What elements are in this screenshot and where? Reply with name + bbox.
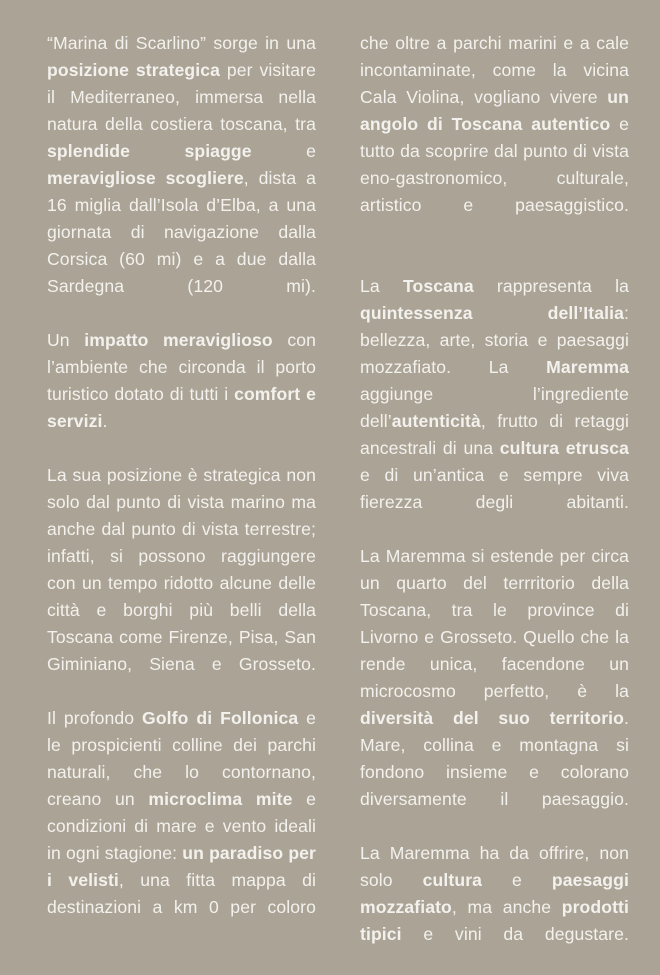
body-text: rappresenta la <box>473 276 629 296</box>
body-text: con l’ambiente che circonda il porto turistico dotato di tutti i <box>47 330 317 404</box>
emphasis-text: cultura etrusca <box>499 438 630 458</box>
emphasis-text: paesaggi mozzafiato <box>360 870 629 917</box>
body-text: aggiunge l’ingrediente dell’ <box>360 384 629 431</box>
emphasis-text: splendide spiagge <box>47 141 252 161</box>
emphasis-text: autenticità <box>391 411 481 431</box>
right-column <box>360 30 629 975</box>
emphasis-text: diversità del suo territorio <box>360 708 624 728</box>
body-text: Un <box>47 330 85 350</box>
body-text: e le prospicienti colline dei parchi naturali, che lo contornano, creano un <box>47 708 316 809</box>
body-text: e di un’antica e sempre viva fierezza degli abitanti. <box>360 465 629 512</box>
emphasis-text: prodotti tipici <box>360 897 629 944</box>
emphasis-text: Golfo di Follonica <box>142 708 299 728</box>
body-text: : bellezza, arte, storia e paesaggi mozzafiato. La <box>360 303 629 377</box>
body-text: La <box>360 276 403 296</box>
body-text: , ma anche <box>451 897 562 917</box>
body-text: e condizioni di mare e vento ideali in ogni stagione: <box>47 789 316 863</box>
emphasis-text: un paradiso per i velisti <box>47 843 317 890</box>
body-text: . <box>102 411 108 431</box>
emphasis-text: meravigliose scogliere <box>47 168 244 188</box>
body-text: e <box>482 870 552 890</box>
left-column <box>47 30 316 948</box>
paragraph <box>360 273 629 543</box>
paragraph <box>360 30 629 246</box>
paragraph <box>47 705 316 948</box>
emphasis-text: cultura <box>422 870 483 890</box>
two-column-text-layout <box>47 30 630 975</box>
body-text: , dista a 16 miglia dall’Isola d’Elba, a una giornata di navigazione dalla Corsica (60 mi) e a due dalla Sardegna (120 mi). <box>47 168 317 296</box>
emphasis-text: comfort e servizi <box>47 384 317 431</box>
paragraph <box>47 462 316 705</box>
paragraph <box>47 30 316 327</box>
body-text: , una fitta mappa di destinazioni a km 0 per coloro <box>47 870 316 917</box>
emphasis-text: Toscana <box>402 276 474 296</box>
body-text: . Mare, collina e montagna si fondono insieme e colorano diversamente il paesaggio. <box>360 708 629 809</box>
body-text: La Maremma si estende per circa un quarto del terrritorio della Toscana, tra le province di Livorno e Grosseto. Quello che la rende unica, facendone un microcosmo perfetto, è la <box>360 546 629 701</box>
body-text: che oltre a parchi marini e a cale incontaminate, come la vicina Cala Violina, vogliano vivere <box>360 33 629 107</box>
paragraph <box>360 840 629 975</box>
body-text: La Maremma ha da offrire, non solo <box>360 843 629 890</box>
paragraph <box>47 327 316 462</box>
emphasis-text: un angolo di Toscana autentico <box>360 87 629 134</box>
body-text: “Marina di Scarlino” sorge in una <box>47 33 316 53</box>
body-text: e <box>251 141 316 161</box>
body-text: Il profondo <box>47 708 143 728</box>
body-text: per visitare il Mediterraneo, immersa nella natura della costiera toscana, tra <box>47 60 316 134</box>
paragraph <box>360 543 629 840</box>
body-text: La sua posizione è strategica non solo dal punto di vista marino ma anche dal punto di vista terrestre; infatti, si possono raggiungere con un tempo ridotto alcune delle città e borghi più belli della Toscana come Firenze, Pisa, San Giminiano, Siena e Grosseto. <box>47 465 316 674</box>
emphasis-text: posizione strategica <box>47 60 221 80</box>
emphasis-text: impatto meraviglioso <box>84 330 273 350</box>
body-text: , frutto di retaggi ancestrali di una <box>360 411 629 458</box>
body-text: e tutto da scoprire dal punto di vista eno-gastronomico, culturale, artistico e paesaggistico. <box>360 114 629 215</box>
body-text: e vini da degustare. <box>401 924 629 944</box>
emphasis-text: quintessenza dell’Italia <box>360 303 624 323</box>
emphasis-text: Maremma <box>546 357 629 377</box>
emphasis-text: microclima mite <box>148 789 293 809</box>
